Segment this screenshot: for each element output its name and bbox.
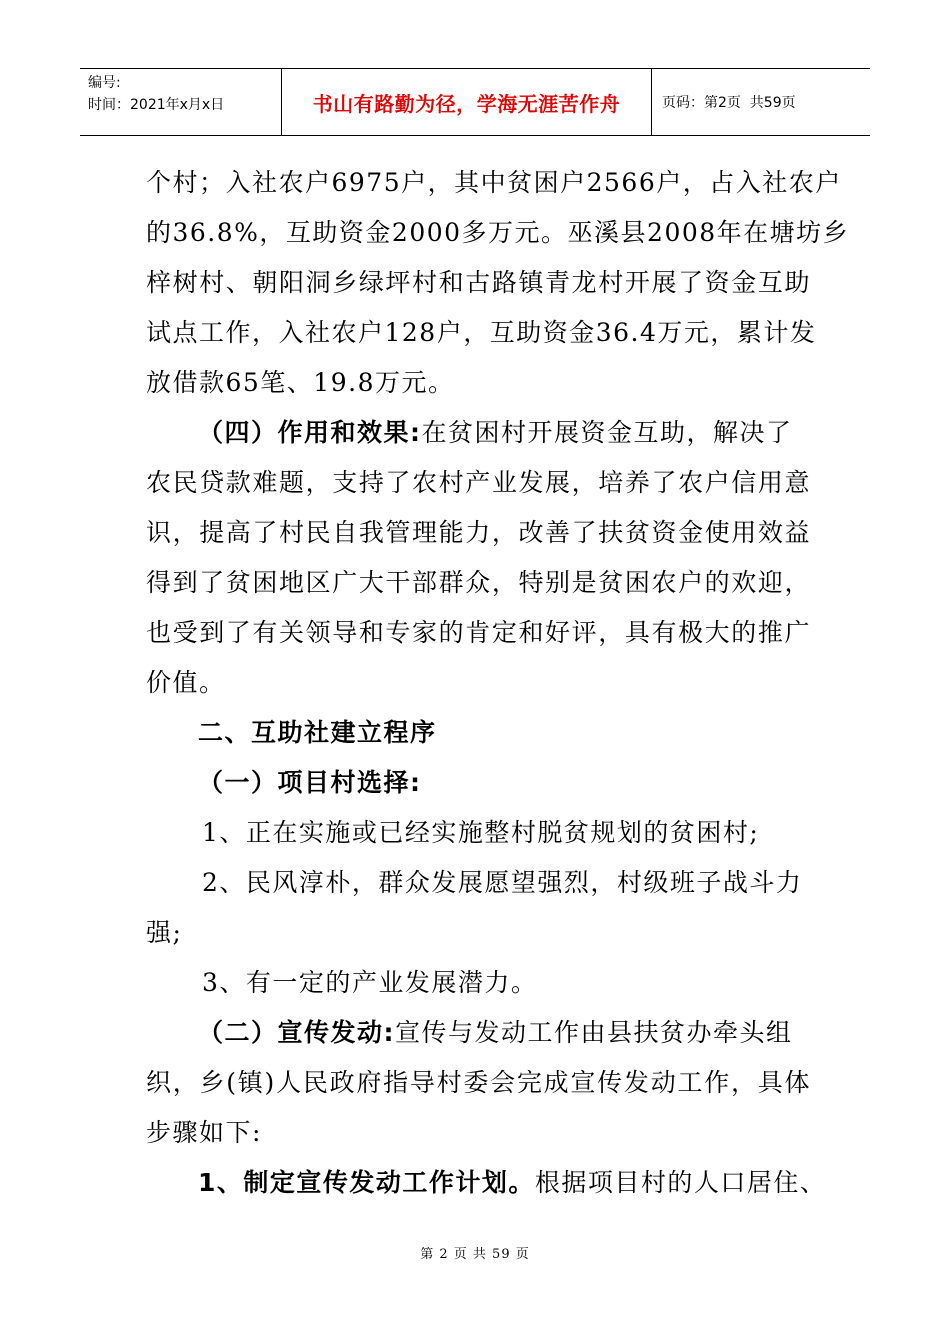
- date-label: 时间：2021年x月x日: [88, 97, 225, 113]
- subsection-2-first-text: 宣传与发动工作由县扶贫办牵头组: [395, 1018, 793, 1047]
- body-line: 织，乡(镇)人民政府指导村委会完成宣传发动工作，具体: [146, 1068, 811, 1097]
- list-item: 2、民风淳朴，群众发展愿望强烈，村级班子战斗力: [202, 868, 803, 897]
- step-1-line: [146, 1158, 827, 1208]
- list-item-continuation: 强;: [146, 918, 183, 947]
- paragraph-4-heading-line: [146, 408, 811, 458]
- serial-number-label: 编号:: [88, 75, 121, 91]
- body-line: 的36.8%，互助资金2000多万元。巫溪县2008年在塘坊乡: [146, 218, 850, 247]
- page-footer: 第 2 页 共 59 页: [420, 1247, 530, 1262]
- body-line: 价值。: [146, 668, 226, 697]
- subsection-2-heading-line: [146, 1008, 811, 1058]
- body-line: 得到了贫困地区广大干部群众，特别是贫困农户的欢迎，: [146, 568, 811, 597]
- page-header: [80, 68, 870, 136]
- header-meta: [80, 69, 282, 135]
- document-body: [146, 158, 850, 1208]
- body-line: 也受到了有关领导和专家的肯定和好评，具有极大的推广: [146, 618, 811, 647]
- body-line: 农民贷款难题，支持了农村产业发展，培养了农户信用意: [146, 468, 811, 497]
- body-line: 个村；入社农户6975户，其中贫困户2566户，占入社农户: [146, 168, 842, 197]
- subsection-1-title: （一）项目村选择:: [198, 768, 422, 797]
- step-1-text: 根据项目村的人口居住、: [534, 1168, 827, 1197]
- section-2-title: 二、互助社建立程序: [198, 718, 437, 747]
- header-motto: 书山有路勤为径，学海无涯苦作舟: [282, 69, 652, 135]
- subsection-2-title: （二）宣传发动:: [198, 1018, 395, 1047]
- body-line: 梓树村、朝阳洞乡绿坪村和古路镇青龙村开展了资金互助: [146, 268, 811, 297]
- list-item: 3、有一定的产业发展潜力。: [202, 968, 538, 997]
- paragraph-4-first-text: 在贫困村开展资金互助，解决了: [421, 418, 793, 447]
- header-page-info: [652, 69, 870, 135]
- step-1-title: 1、制定宣传发动工作计划。: [198, 1168, 535, 1197]
- body-line: 步骤如下:: [146, 1118, 262, 1147]
- page-label: 页码：第2页 共59页: [662, 95, 796, 111]
- list-item: 1、正在实施或已经实施整村脱贫规划的贫困村;: [202, 818, 760, 847]
- body-line: 试点工作，入社农户128户，互助资金36.4万元，累计发: [146, 318, 817, 347]
- body-line: 放借款65笔、19.8万元。: [146, 368, 455, 397]
- paragraph-4-title: （四）作用和效果:: [198, 418, 422, 447]
- body-line: 识，提高了村民自我管理能力，改善了扶贫资金使用效益: [146, 518, 811, 547]
